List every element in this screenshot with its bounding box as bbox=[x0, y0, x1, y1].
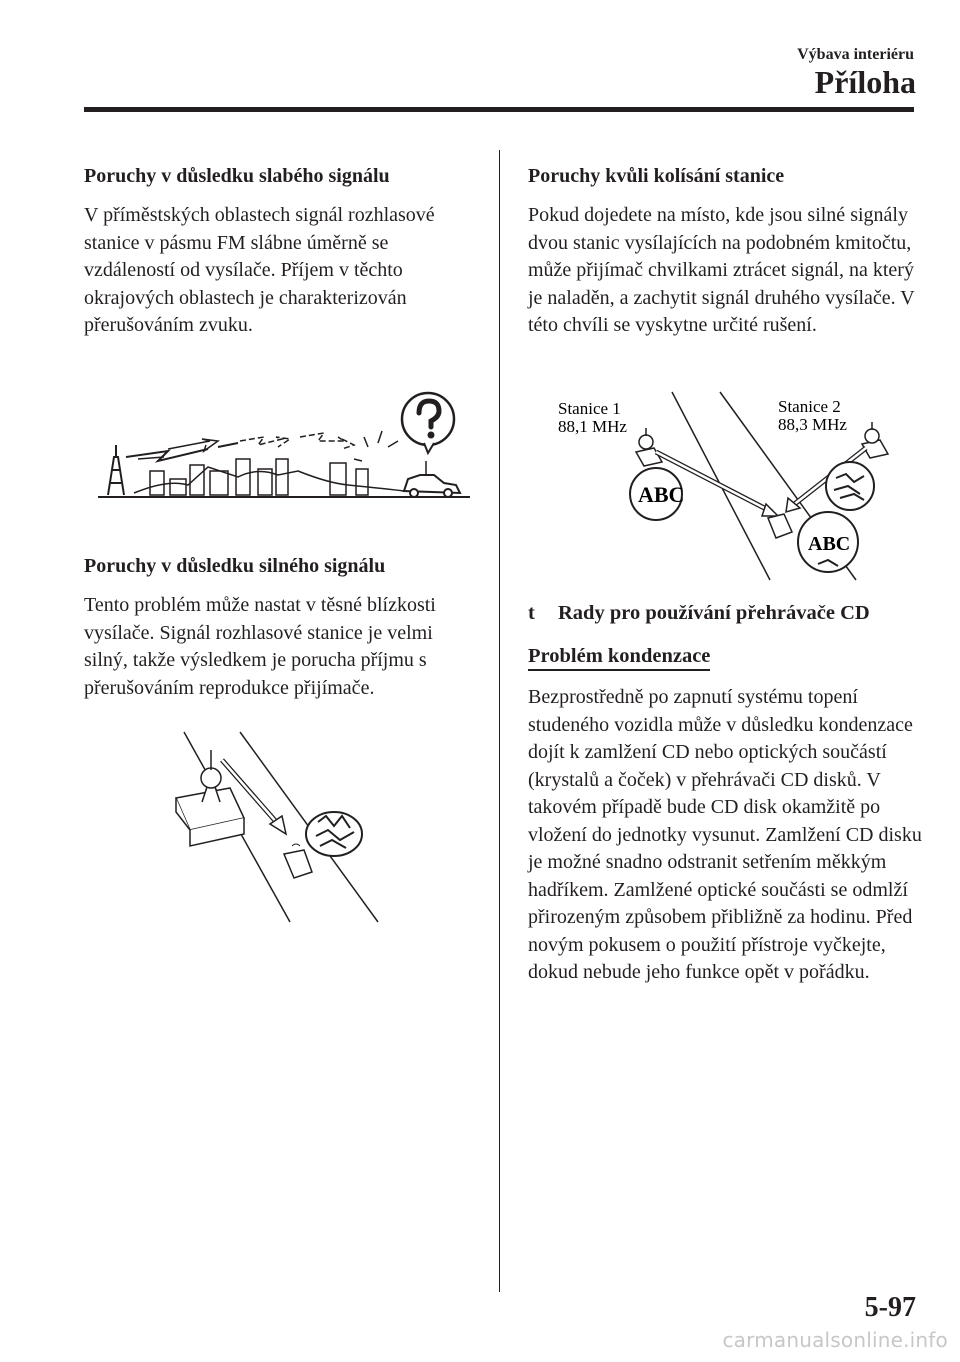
station-1-name: Stanice 1 bbox=[558, 399, 621, 418]
watermark: carmanualsonline.info bbox=[722, 1328, 948, 1352]
weak-signal-section bbox=[84, 162, 479, 340]
strong-signal-text: Tento problém může nastat v těsné blízkosti vysílače. Signál rozhlasové stanice je velmi silný, takže výsledkem je porucha příjmu s přerušováním reprodukce přijímače. bbox=[84, 594, 436, 699]
weak-signal-illustration bbox=[98, 385, 470, 505]
strong-signal-section bbox=[84, 552, 479, 702]
header-rule bbox=[84, 107, 914, 112]
station-drift-illustration bbox=[556, 390, 896, 582]
weak-signal-text: V příměstských oblastech signál rozhlasové stanice v pásmu FM slábne úměrně se vzdáleností od vysílače. Příjem v těchto okrajových oblastech je charakterizován přerušováním zvuku. bbox=[84, 204, 435, 336]
station-1-frequency: 88,1 MHz bbox=[558, 417, 627, 436]
abc-bubble-letters: ABC bbox=[638, 482, 685, 507]
strong-signal-heading: Poruchy v důsledku silného signálu bbox=[84, 555, 386, 577]
condensation-subheading: Problém kondenzace bbox=[528, 645, 710, 671]
bullet-marker: t bbox=[528, 602, 535, 624]
header-section: Výbava interiéru bbox=[797, 46, 914, 63]
column-divider bbox=[499, 150, 500, 1292]
weak-signal-heading: Poruchy v důsledku slabého signálu bbox=[84, 165, 390, 187]
drift-text: Pokud dojedete na místo, kde jsou silné signály dvou stanic vysílajících na podobném kmitočtu, může přijímač chvilkami ztrácet signál, na který je naladěn, a zachytit signál druhého vysílače. V této chvíli se vyskytne určité rušení. bbox=[528, 204, 915, 336]
cd-tips-heading bbox=[528, 602, 923, 625]
page-number: 5-97 bbox=[864, 1292, 916, 1323]
drift-section bbox=[528, 162, 923, 340]
station-2-frequency: 88,3 MHz bbox=[778, 415, 847, 434]
page-title: Příloha bbox=[814, 64, 916, 100]
cd-tips-title: Rady pro používání přehrávače CD bbox=[558, 602, 870, 624]
condensation-text: Bezprostředně po zapnutí systému topení studeného vozidla může v důsledku kondenzace dojít k zamlžení CD nebo optických součástí (krystalů a čoček) v přehrávači CD disků. V takovém případě bude CD disk okamžitě po vložení do jednotky vysunut. Zamlžení CD disku je možné snadno odstranit setřením měkkým hadříkem. Zamlžené optické součásti se odmlží přirozeným způsobem přibližně za hodinu. Před novým pokusem o použití přístroje vyčkejte, dokud nebude jeho funkce opět v pořádku. bbox=[528, 686, 922, 983]
condensation-section bbox=[528, 684, 923, 987]
drift-heading: Poruchy kvůli kolísání stanice bbox=[528, 165, 785, 187]
mixed-bubble-letters: ABC bbox=[808, 533, 851, 555]
station-2-name: Stanice 2 bbox=[778, 397, 841, 416]
strong-signal-illustration bbox=[170, 726, 382, 924]
